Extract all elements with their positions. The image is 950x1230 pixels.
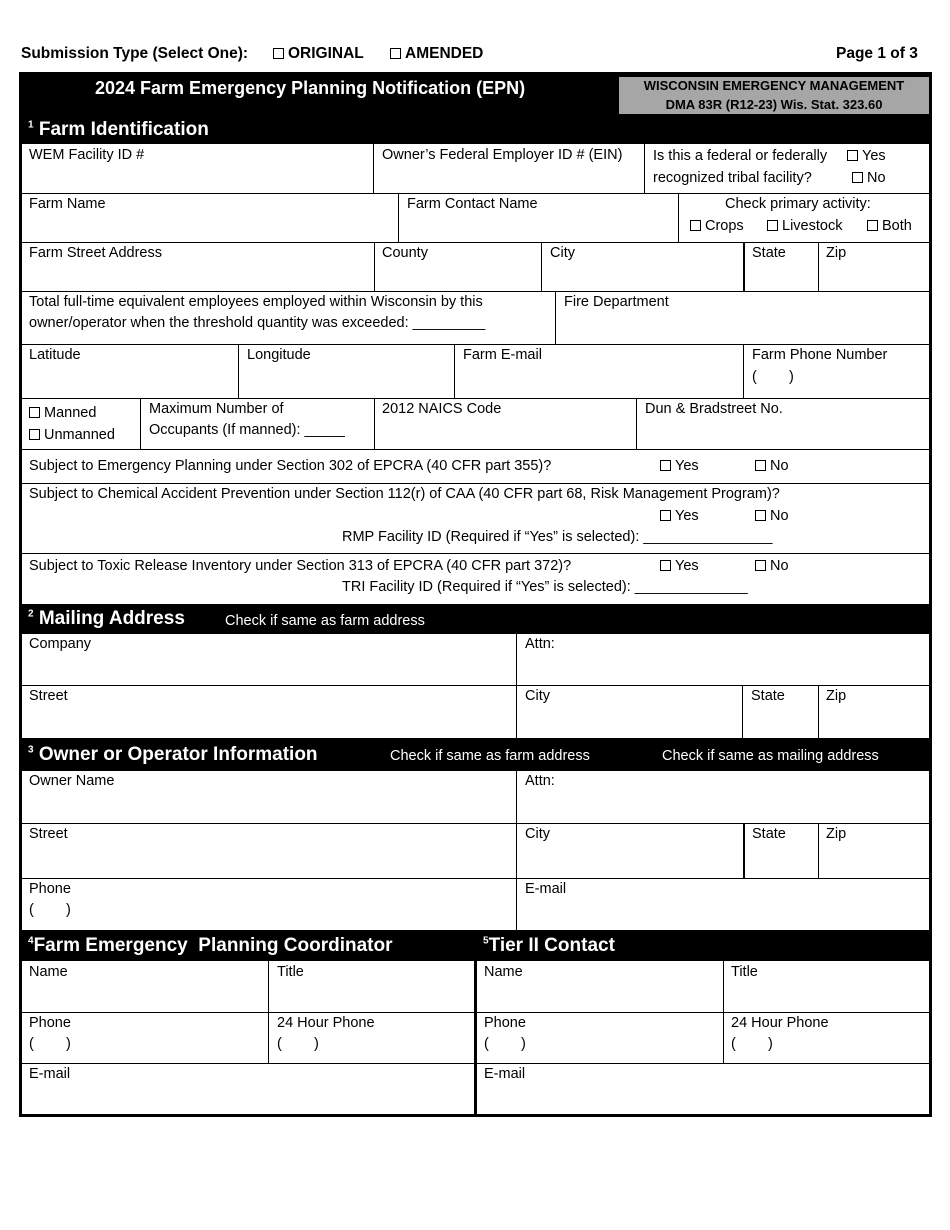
tri-facility-id-field[interactable]: TRI Facility ID (Required if “Yes” is selected): ______________ [342,579,748,595]
mailing-street-field[interactable]: Street [29,688,68,704]
epcra-302-yes-checkbox[interactable]: Yes [660,456,699,477]
tier2-name-field[interactable]: Name [484,964,523,980]
coordinator-name-field[interactable]: Name [29,964,68,980]
manned-checkbox[interactable]: Manned [29,403,96,424]
owner-state-field[interactable]: State [752,826,786,842]
farm-phone-field[interactable]: Farm Phone Number [752,347,888,363]
wem-facility-id-field[interactable]: WEM Facility ID # [29,147,145,163]
tier2-24h-phone-paren: ( ) [731,1036,773,1052]
checkbox-icon [660,560,671,571]
owner-name-field[interactable]: Owner Name [29,773,115,789]
tier2-title-field[interactable]: Title [731,964,758,980]
checkbox-icon [29,407,40,418]
fte-field[interactable]: owner/operator when the threshold quantity was exceeded: _________ [29,315,486,331]
owner-attn-field[interactable]: Attn: [525,773,555,789]
mailing-zip-field[interactable]: Zip [826,688,847,704]
coordinator-24h-phone-field[interactable]: 24 Hour Phone [277,1015,375,1031]
coordinator-phone-field[interactable]: Phone [29,1015,71,1031]
coordinator-email-field[interactable]: E-mail [29,1066,71,1082]
mailing-attn-field[interactable]: Attn: [525,636,555,652]
longitude-field[interactable]: Longitude [247,347,311,363]
ein-field[interactable]: Owner’s Federal Employer ID # (EIN) [382,147,623,163]
unmanned-checkbox[interactable]: Unmanned [29,425,115,446]
naics-field[interactable]: 2012 NAICS Code [382,401,502,417]
checkbox-icon [375,750,386,761]
mailing-same-as-farm-checkbox[interactable]: Check if same as farm address [210,611,425,632]
page-number: Page 1 of 3 [836,45,918,62]
form-id: DMA 83R (R12-23) Wis. Stat. 323.60 [665,97,883,112]
coordinator-phone-paren: ( ) [29,1036,71,1052]
tribal-question-line2: recognized tribal facility? [653,170,812,186]
amended-checkbox[interactable]: AMENDED [390,43,483,64]
crops-checkbox[interactable]: Crops [690,216,744,237]
checkbox-icon [660,510,671,521]
zip-field[interactable]: Zip [826,245,847,261]
epcra-302-question: Subject to Emergency Planning under Section 302 of EPCRA (40 CFR part 355)? [29,458,552,474]
owner-phone-paren: ( ) [29,902,71,918]
section-4-title: $^4$Farm Emergency Planning Coordinator [28,935,393,956]
epcra-302-no-checkbox[interactable]: No [755,456,789,477]
caa-112r-yes-checkbox[interactable]: Yes [660,506,699,527]
county-field[interactable]: County [382,245,428,261]
fte-question-line1: Total full-time equivalent employees employed within Wisconsin by this [29,294,483,310]
caa-112r-no-checkbox[interactable]: No [755,506,789,527]
tier2-24h-phone-field[interactable]: 24 Hour Phone [731,1015,829,1031]
submission-type-label: Submission Type (Select One): [21,45,249,62]
tribal-yes-checkbox[interactable]: Yes [847,146,886,167]
owner-email-field[interactable]: E-mail [525,881,567,897]
checkbox-icon [755,560,766,571]
max-occupants-field[interactable]: Occupants (If manned): _____ [149,422,345,438]
owner-street-field[interactable]: Street [29,826,68,842]
farm-name-field[interactable]: Farm Name [29,196,106,212]
owner-same-as-mailing-checkbox[interactable]: Check if same as mailing address [647,746,879,767]
checkbox-icon [647,750,658,761]
tri-313-no-checkbox[interactable]: No [755,556,789,577]
mailing-city-field[interactable]: City [525,688,550,704]
coordinator-24h-phone-paren: ( ) [277,1036,319,1052]
rmp-facility-id-field[interactable]: RMP Facility ID (Required if “Yes” is selected): ________________ [342,529,773,545]
mailing-company-field[interactable]: Company [29,636,92,652]
fire-department-field[interactable]: Fire Department [564,294,669,310]
caa-112r-question: Subject to Chemical Accident Prevention under Section 112(r) of CAA (40 CFR part 68, Risk Management Program)? [29,486,780,502]
owner-same-as-farm-checkbox[interactable]: Check if same as farm address [375,746,590,767]
checkbox-icon [690,220,701,231]
checkbox-icon [755,510,766,521]
state-field[interactable]: State [752,245,786,261]
latitude-field[interactable]: Latitude [29,347,81,363]
primary-activity-label: Check primary activity: [725,196,871,212]
checkbox-icon [210,615,221,626]
section-1-title: $^1$ Farm Identification [28,119,209,140]
tribal-question-line1: Is this a federal or federally [653,148,828,164]
owner-phone-field[interactable]: Phone [29,881,71,897]
checkbox-icon [847,150,858,161]
farm-email-field[interactable]: Farm E-mail [463,347,542,363]
agency-name: WISCONSIN EMERGENCY MANAGEMENT [643,78,905,93]
duns-field[interactable]: Dun & Bradstreet No. [645,401,783,417]
checkbox-icon [867,220,878,231]
max-occupants-label: Maximum Number of [149,401,284,417]
original-checkbox[interactable]: ORIGINAL [273,43,364,64]
livestock-checkbox[interactable]: Livestock [767,216,842,237]
tier2-phone-paren: ( ) [484,1036,526,1052]
farm-contact-name-field[interactable]: Farm Contact Name [407,196,538,212]
farm-street-field[interactable]: Farm Street Address [29,245,162,261]
checkbox-icon [767,220,778,231]
tri-313-question: Subject to Toxic Release Inventory under Section 313 of EPCRA (40 CFR part 372)? [29,558,572,574]
checkbox-icon [273,48,284,59]
section-5-title: $^5$Tier II Contact [483,935,615,956]
section-2-title: $^2$ Mailing Address [28,608,185,629]
checkbox-icon [660,460,671,471]
tier2-email-field[interactable]: E-mail [484,1066,526,1082]
city-field[interactable]: City [550,245,575,261]
mailing-state-field[interactable]: State [751,688,785,704]
owner-city-field[interactable]: City [525,826,550,842]
tier2-phone-field[interactable]: Phone [484,1015,526,1031]
coordinator-title-field[interactable]: Title [277,964,304,980]
checkbox-icon [852,172,863,183]
owner-zip-field[interactable]: Zip [826,826,847,842]
checkbox-icon [390,48,401,59]
checkbox-icon [755,460,766,471]
tri-313-yes-checkbox[interactable]: Yes [660,556,699,577]
form-title: 2024 Farm Emergency Planning Notification (EPN) [95,78,526,98]
checkbox-icon [29,429,40,440]
farm-phone-paren: ( ) [752,369,794,385]
tribal-no-checkbox[interactable]: No [852,168,886,189]
both-checkbox[interactable]: Both [867,216,912,237]
section-3-title: $^3$ Owner or Operator Information [28,744,318,765]
